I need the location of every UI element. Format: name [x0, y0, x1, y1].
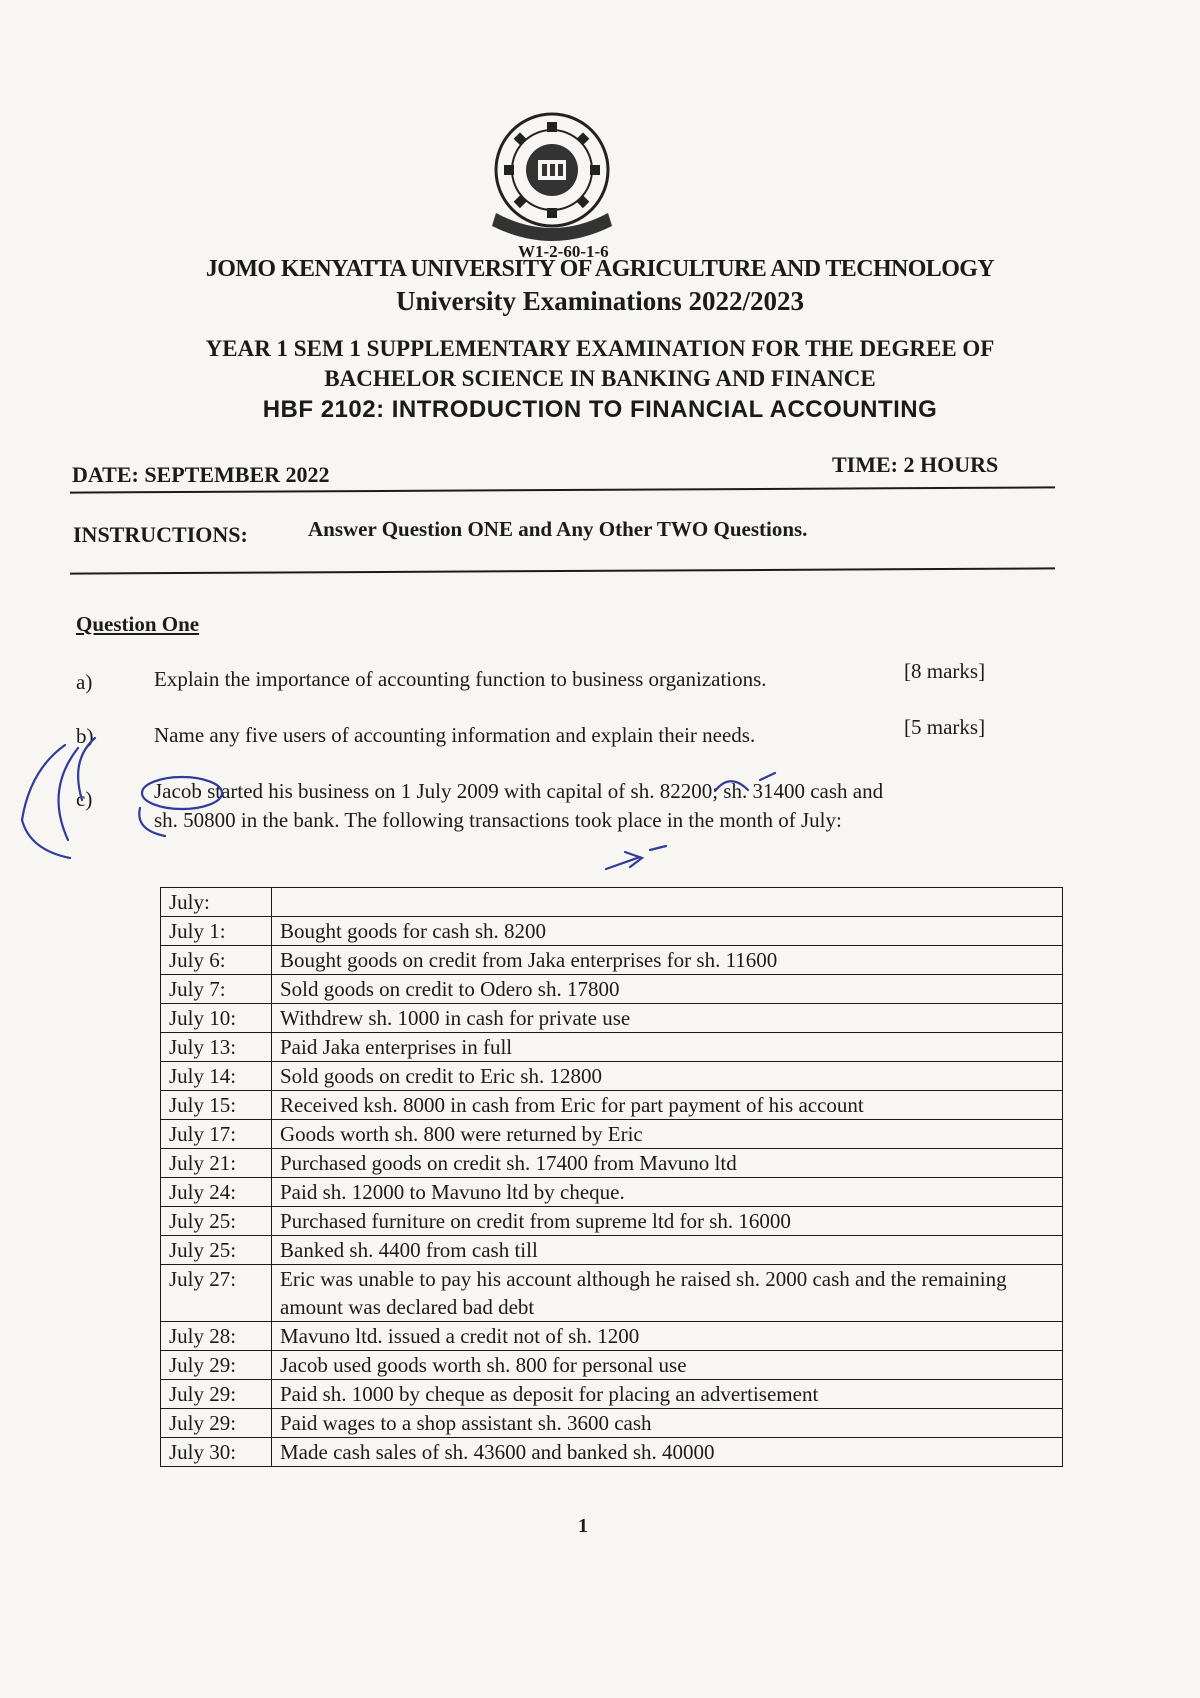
transaction-description: Purchased goods on credit sh. 17400 from Mavuno ltd [272, 1149, 1063, 1178]
transaction-description: Mavuno ltd. issued a credit not of sh. 1200 [272, 1322, 1063, 1351]
table-row [161, 1033, 1063, 1062]
table-row [161, 1409, 1063, 1438]
table-row [161, 1351, 1063, 1380]
table-row [161, 1322, 1063, 1351]
question-title: Question One [76, 612, 200, 636]
transaction-date: July 28: [161, 1322, 272, 1351]
transaction-date: July: [161, 888, 272, 917]
transaction-date: July 13: [161, 1033, 272, 1062]
transaction-description: Paid sh. 12000 to Mavuno ltd by cheque. [272, 1178, 1063, 1207]
instructions-label: INSTRUCTIONS: [73, 522, 248, 547]
table-row [161, 1004, 1063, 1033]
part-b-marks: [5 marks] [904, 715, 986, 739]
table-row [161, 888, 1063, 917]
part-c-line2: sh. 50800 in the bank. The following transactions took place in the month of July: [154, 808, 842, 832]
part-a-label: a) [76, 670, 93, 694]
instructions-text: Answer Question ONE and Any Other TWO Questions. [308, 517, 808, 541]
part-b-label: b) [76, 724, 94, 748]
table-row [161, 1149, 1063, 1178]
transaction-date: July 29: [161, 1351, 272, 1380]
table-row [161, 1091, 1063, 1120]
transaction-date: July 14: [161, 1062, 272, 1091]
transaction-description: Goods worth sh. 800 were returned by Eric [272, 1120, 1063, 1149]
transaction-description: Banked sh. 4400 from cash till [272, 1236, 1063, 1265]
part-c-label: c) [76, 787, 93, 811]
exam-code: W1-2-60-1-6 [518, 242, 609, 261]
transaction-date: July 7: [161, 975, 272, 1004]
table-row [161, 917, 1063, 946]
transaction-description [272, 888, 1063, 917]
transaction-date: July 25: [161, 1236, 272, 1265]
transaction-description: Withdrew sh. 1000 in cash for private use [272, 1004, 1063, 1033]
transaction-date: July 1: [161, 917, 272, 946]
transaction-date: July 29: [161, 1409, 272, 1438]
table-row [161, 1438, 1063, 1467]
transaction-date: July 30: [161, 1438, 272, 1467]
exam-time: TIME: 2 HOURS [832, 452, 999, 477]
transaction-description: Made cash sales of sh. 43600 and banked sh. 40000 [272, 1438, 1063, 1467]
transactions-table [160, 887, 1063, 1467]
transaction-date: July 24: [161, 1178, 272, 1207]
transaction-description: Sold goods on credit to Odero sh. 17800 [272, 975, 1063, 1004]
exam-session: University Examinations 2022/2023 [395, 286, 805, 316]
course-title: HBF 2102: INTRODUCTION TO FINANCIAL ACCOUNTING [262, 396, 938, 423]
transaction-description: Paid sh. 1000 by cheque as deposit for placing an advertisement [272, 1380, 1063, 1409]
transaction-date: July 29: [161, 1380, 272, 1409]
table-row [161, 1120, 1063, 1149]
table-row [161, 1265, 1063, 1322]
table-row [161, 1062, 1063, 1091]
transaction-description: Eric was unable to pay his account although he raised sh. 2000 cash and the remaining amount was declared bad debt [272, 1265, 1063, 1322]
transaction-description: Purchased furniture on credit from supreme ltd for sh. 16000 [272, 1207, 1063, 1236]
university-name: JOMO KENYATTA UNIVERSITY OF AGRICULTURE AND TECHNOLOGY [205, 256, 995, 282]
transaction-date: July 6: [161, 946, 272, 975]
part-a-marks: [8 marks] [904, 659, 986, 683]
transaction-description: Sold goods on credit to Eric sh. 12800 [272, 1062, 1063, 1091]
exam-year-line: YEAR 1 SEM 1 SUPPLEMENTARY EXAMINATION FOR THE DEGREE OF [205, 336, 995, 361]
table-row [161, 946, 1063, 975]
transaction-date: July 15: [161, 1091, 272, 1120]
table-row [161, 975, 1063, 1004]
university-logo [490, 108, 630, 248]
transaction-description: Bought goods on credit from Jaka enterprises for sh. 11600 [272, 946, 1063, 975]
transaction-date: July 10: [161, 1004, 272, 1033]
transaction-description: Paid Jaka enterprises in full [272, 1033, 1063, 1062]
exam-date: DATE: SEPTEMBER 2022 [72, 462, 330, 487]
part-c-line1: Jacob started his business on 1 July 2009 with capital of sh. 82200; sh. 31400 cash and [154, 779, 884, 803]
table-row [161, 1236, 1063, 1265]
divider [70, 567, 1055, 574]
page-number: 1 [578, 1515, 588, 1537]
degree-line: BACHELOR SCIENCE IN BANKING AND FINANCE [324, 366, 876, 391]
transaction-description: Bought goods for cash sh. 8200 [272, 917, 1063, 946]
transaction-date: July 25: [161, 1207, 272, 1236]
transaction-date: July 27: [161, 1265, 272, 1322]
table-row [161, 1380, 1063, 1409]
table-row [161, 1207, 1063, 1236]
transaction-date: July 21: [161, 1149, 272, 1178]
transaction-date: July 17: [161, 1120, 272, 1149]
part-b-text: Name any five users of accounting information and explain their needs. [154, 723, 756, 747]
part-a-text: Explain the importance of accounting function to business organizations. [154, 667, 767, 691]
transaction-description: Jacob used goods worth sh. 800 for personal use [272, 1351, 1063, 1380]
transaction-description: Received ksh. 8000 in cash from Eric for part payment of his account [272, 1091, 1063, 1120]
transaction-description: Paid wages to a shop assistant sh. 3600 cash [272, 1409, 1063, 1438]
table-row [161, 1178, 1063, 1207]
